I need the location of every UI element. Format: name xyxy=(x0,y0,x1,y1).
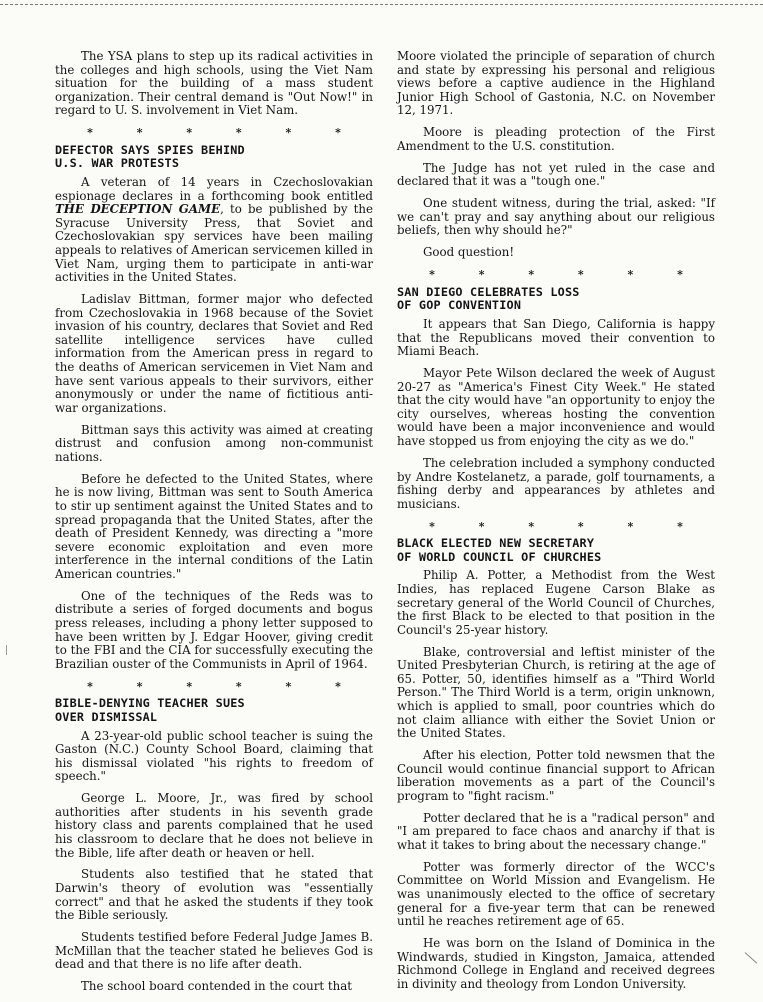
article-paragraph: George L. Moore, Jr., was fired by school authorities after students in his seventh grade history class and parents complained that he used his classroom to declare that he does not believe in the Bible, life after death or heaven or hell. xyxy=(55,791,373,860)
article-paragraph: The celebration included a symphony conducted by Andre Kostelanetz, a parade, golf tournaments, a fishing derby and appearances by athletes and musicians. xyxy=(397,455,715,511)
headline-line: OF WORLD COUNCIL OF CHURCHES xyxy=(397,549,602,564)
headline-line: BLACK ELECTED NEW SECRETARY xyxy=(397,536,595,551)
article-paragraph: Potter declared that he is a "radical person" and "I am prepared to face chaos and anarchy if that is what it takes to bring about the necessary change." xyxy=(397,810,715,852)
headline-line: U.S. WAR PROTESTS xyxy=(55,156,180,171)
paragraph-text: , to be published by the Syracuse University Press, that Soviet and Czechoslovakian spy services have been mailing appeals to relatives of American servicemen killed in Viet Nam, urging them to participate in anti-war activities in the United States. xyxy=(55,202,373,285)
corner-scan-mark xyxy=(745,952,758,963)
article-paragraph: A 23-year-old public school teacher is suing the Gaston (N.C.) County School Board, claiming that his dismissal violated "his rights to freedom of speech." xyxy=(55,728,373,784)
headline-line: OVER DISMISSAL xyxy=(55,709,158,724)
wcc-article xyxy=(397,537,715,991)
headline-line: BIBLE-DENYING TEACHER SUES xyxy=(55,696,245,711)
article-paragraph: Students testified before Federal Judge James B. McMillan that the teacher stated he believes God is dead and that there is no life after death. xyxy=(55,930,373,972)
article-paragraph: Moore is pleading protection of the First Amendment to the U.S. constitution. xyxy=(397,125,715,153)
margin-mark xyxy=(6,645,7,655)
san-diego-headline xyxy=(397,286,715,313)
book-title: THE DECEPTION GAME xyxy=(55,202,221,217)
article-paragraph: Before he defected to the United States, where he is now living, Bittman was sent to South America to stir up sentiment against the United States and to spread propaganda that the United States, after the death of President Kennedy, was directing a "more severe economic exploitation and even more interference in the internal conditions of the Latin American countries." xyxy=(55,471,373,581)
left-column xyxy=(55,50,373,1002)
article-paragraph: The school board contended in the court that xyxy=(81,979,353,994)
top-border-rule xyxy=(0,4,763,5)
wcc-headline xyxy=(397,537,715,564)
section-separator: * * * * * * xyxy=(429,268,703,282)
teacher-headline xyxy=(55,697,373,724)
article-paragraph: One student witness, during the trial, asked: "If we can't pray and say anything about our religious beliefs, then why should he?" xyxy=(397,196,715,238)
article-paragraph: Blake, controversial and leftist minister of the United Presbyterian Church, is retiring at the age of 65. Potter, 50, identifies himself as a "Third World Person." The Third World is a term, origin unknown, which is applied to small, poor countries which do not claim alliance with either the Soviet Union or the United States. xyxy=(397,644,715,741)
article-paragraph: Mayor Pete Wilson declared the week of August 20-27 as "America's Finest City Week." He stated that the city would have "an opportunity to enjoy the city ourselves, whereas hosting the convention would have been a major inconvenience and would have stopped us from enjoying the city as we do." xyxy=(397,366,715,449)
article-paragraph: After his election, Potter told newsmen that the Council would continue financial support to African liberation movements as a part of the Council's program to "fight racism." xyxy=(397,748,715,803)
teacher-article xyxy=(55,697,373,993)
article-paragraph: Ladislav Bittman, former major who defected from Czechoslovakia in 1968 because of the Soviet invasion of his country, declares that Soviet and Red satellite intelligence services have culled information from the American press in regard to the deaths of American servicemen in Viet Nam and have sent various appeals to their survivors, either anonymously or under the name of fictitious anti-war organizations. xyxy=(55,292,373,415)
article-paragraph: One of the techniques of the Reds was to distribute a series of forged documents and bogus press releases, including a phony letter supposed to have been written by J. Edgar Hoover, giving credit to the FBI and the CIA for successfully executing the Brazilian ouster of the Communists in April of 1964. xyxy=(55,588,373,671)
ysa-paragraph: The YSA plans to step up its radical activities in the colleges and high schools, using the Viet Nam situation for the building of a mass student organization. Their central demand is "Out Now!" in regard to U. S. involvement in Viet Nam. xyxy=(55,49,373,118)
article-paragraph: Bittman says this activity was aimed at creating distrust and confusion among non-communist nations. xyxy=(55,422,373,464)
article-paragraph: It appears that San Diego, California is happy that the Republicans moved their convention to Miami Beach. xyxy=(397,316,715,359)
section-separator: * * * * * * xyxy=(87,126,361,140)
san-diego-article xyxy=(397,286,715,512)
article-paragraph: The Judge has not yet ruled in the case and declared that it was a "tough one." xyxy=(397,160,715,189)
article-paragraph xyxy=(55,176,373,285)
article-paragraph: Potter was formerly director of the WCC's Committee on World Mission and Evangelism. He was unanimously elected to the office of secretary general for a five-year term that can be renewed until he reaches retirement age of 65. xyxy=(397,859,715,929)
article-paragraph: Good question! xyxy=(423,245,515,260)
defector-headline xyxy=(55,144,373,171)
headline-line: OF GOP CONVENTION xyxy=(397,298,522,313)
headline-line: DEFECTOR SAYS SPIES BEHIND xyxy=(55,142,245,157)
section-separator: * * * * * * xyxy=(87,679,361,693)
article-paragraph: Philip A. Potter, a Methodist from the West Indies, has replaced Eugene Carson Blake as secretary general of the World Council of Churches, the first Black to be elected to that position in the Council's 25-year history. xyxy=(397,568,715,637)
article-paragraph: Students also testified that he stated that Darwin's theory of evolution was "essentially correct" and that he asked the students if they took the Bible seriously. xyxy=(55,867,373,923)
defector-article xyxy=(55,144,373,672)
article-paragraph: He was born on the Island of Dominica in the Windwards, studied in Kingston, Jamaica, attended Richmond College in England and received degrees in divinity and theology from London University. xyxy=(397,936,715,991)
headline-line: SAN DIEGO CELEBRATES LOSS xyxy=(397,284,580,299)
right-column xyxy=(397,50,715,1000)
article-paragraph: Moore violated the principle of separation of church and state by expressing his personal and religious views before a captive audience in the Highland Junior High School of Gastonia, N.C. on November 12, 1971. xyxy=(397,49,715,118)
teacher-article-continued xyxy=(397,50,715,260)
section-separator: * * * * * * xyxy=(429,519,703,533)
paragraph-text: A veteran of 14 years in Czechoslovakian espionage declares in a forthcoming book entitled xyxy=(55,175,373,203)
